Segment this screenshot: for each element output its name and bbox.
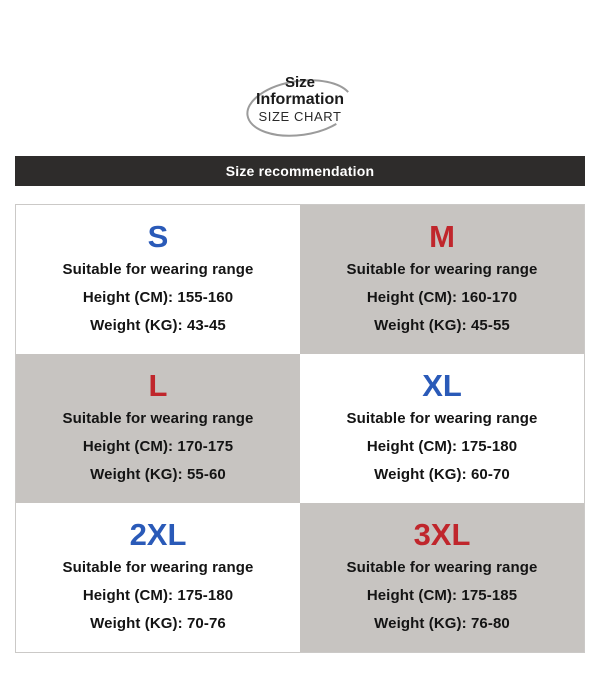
size-cell-s	[16, 205, 300, 354]
size-cell-xl	[300, 354, 584, 503]
size-label: 3XL	[413, 517, 471, 552]
size-cell-l	[16, 354, 300, 503]
wearing-range-label: Suitable for wearing range	[62, 559, 254, 576]
weight-range: Weight (KG): 76-80	[374, 615, 510, 632]
wearing-range-label: Suitable for wearing range	[346, 410, 538, 427]
height-range: Height (CM): 160-170	[366, 289, 518, 306]
size-cell-m	[300, 205, 584, 354]
size-label: M	[429, 219, 455, 254]
logo-title-line2: Information	[256, 91, 344, 108]
logo-title-line1: Size	[284, 74, 315, 91]
height-range: Height (CM): 175-180	[366, 438, 518, 455]
weight-range: Weight (KG): 43-45	[90, 317, 226, 334]
height-range: Height (CM): 175-180	[82, 587, 234, 604]
height-range: Height (CM): 155-160	[82, 289, 234, 306]
wearing-range-label: Suitable for wearing range	[62, 261, 254, 278]
size-cell-3xl	[300, 503, 584, 652]
size-cell-2xl	[16, 503, 300, 652]
size-label: 2XL	[129, 517, 187, 552]
size-recommendation-header	[15, 156, 585, 186]
weight-range: Weight (KG): 45-55	[374, 317, 510, 334]
weight-range: Weight (KG): 70-76	[90, 615, 226, 632]
size-chart-logo	[215, 72, 385, 144]
wearing-range-label: Suitable for wearing range	[346, 261, 538, 278]
size-label: L	[148, 368, 168, 403]
size-label: S	[147, 219, 169, 254]
logo-subtitle: SIZE CHART	[258, 109, 342, 124]
size-grid	[15, 204, 585, 653]
weight-range: Weight (KG): 60-70	[374, 466, 510, 483]
height-range: Height (CM): 170-175	[82, 438, 234, 455]
weight-range: Weight (KG): 55-60	[90, 466, 226, 483]
header-title: Size recommendation	[225, 163, 375, 179]
wearing-range-label: Suitable for wearing range	[346, 559, 538, 576]
wearing-range-label: Suitable for wearing range	[62, 410, 254, 427]
size-label: XL	[422, 368, 462, 403]
height-range: Height (CM): 175-185	[366, 587, 518, 604]
